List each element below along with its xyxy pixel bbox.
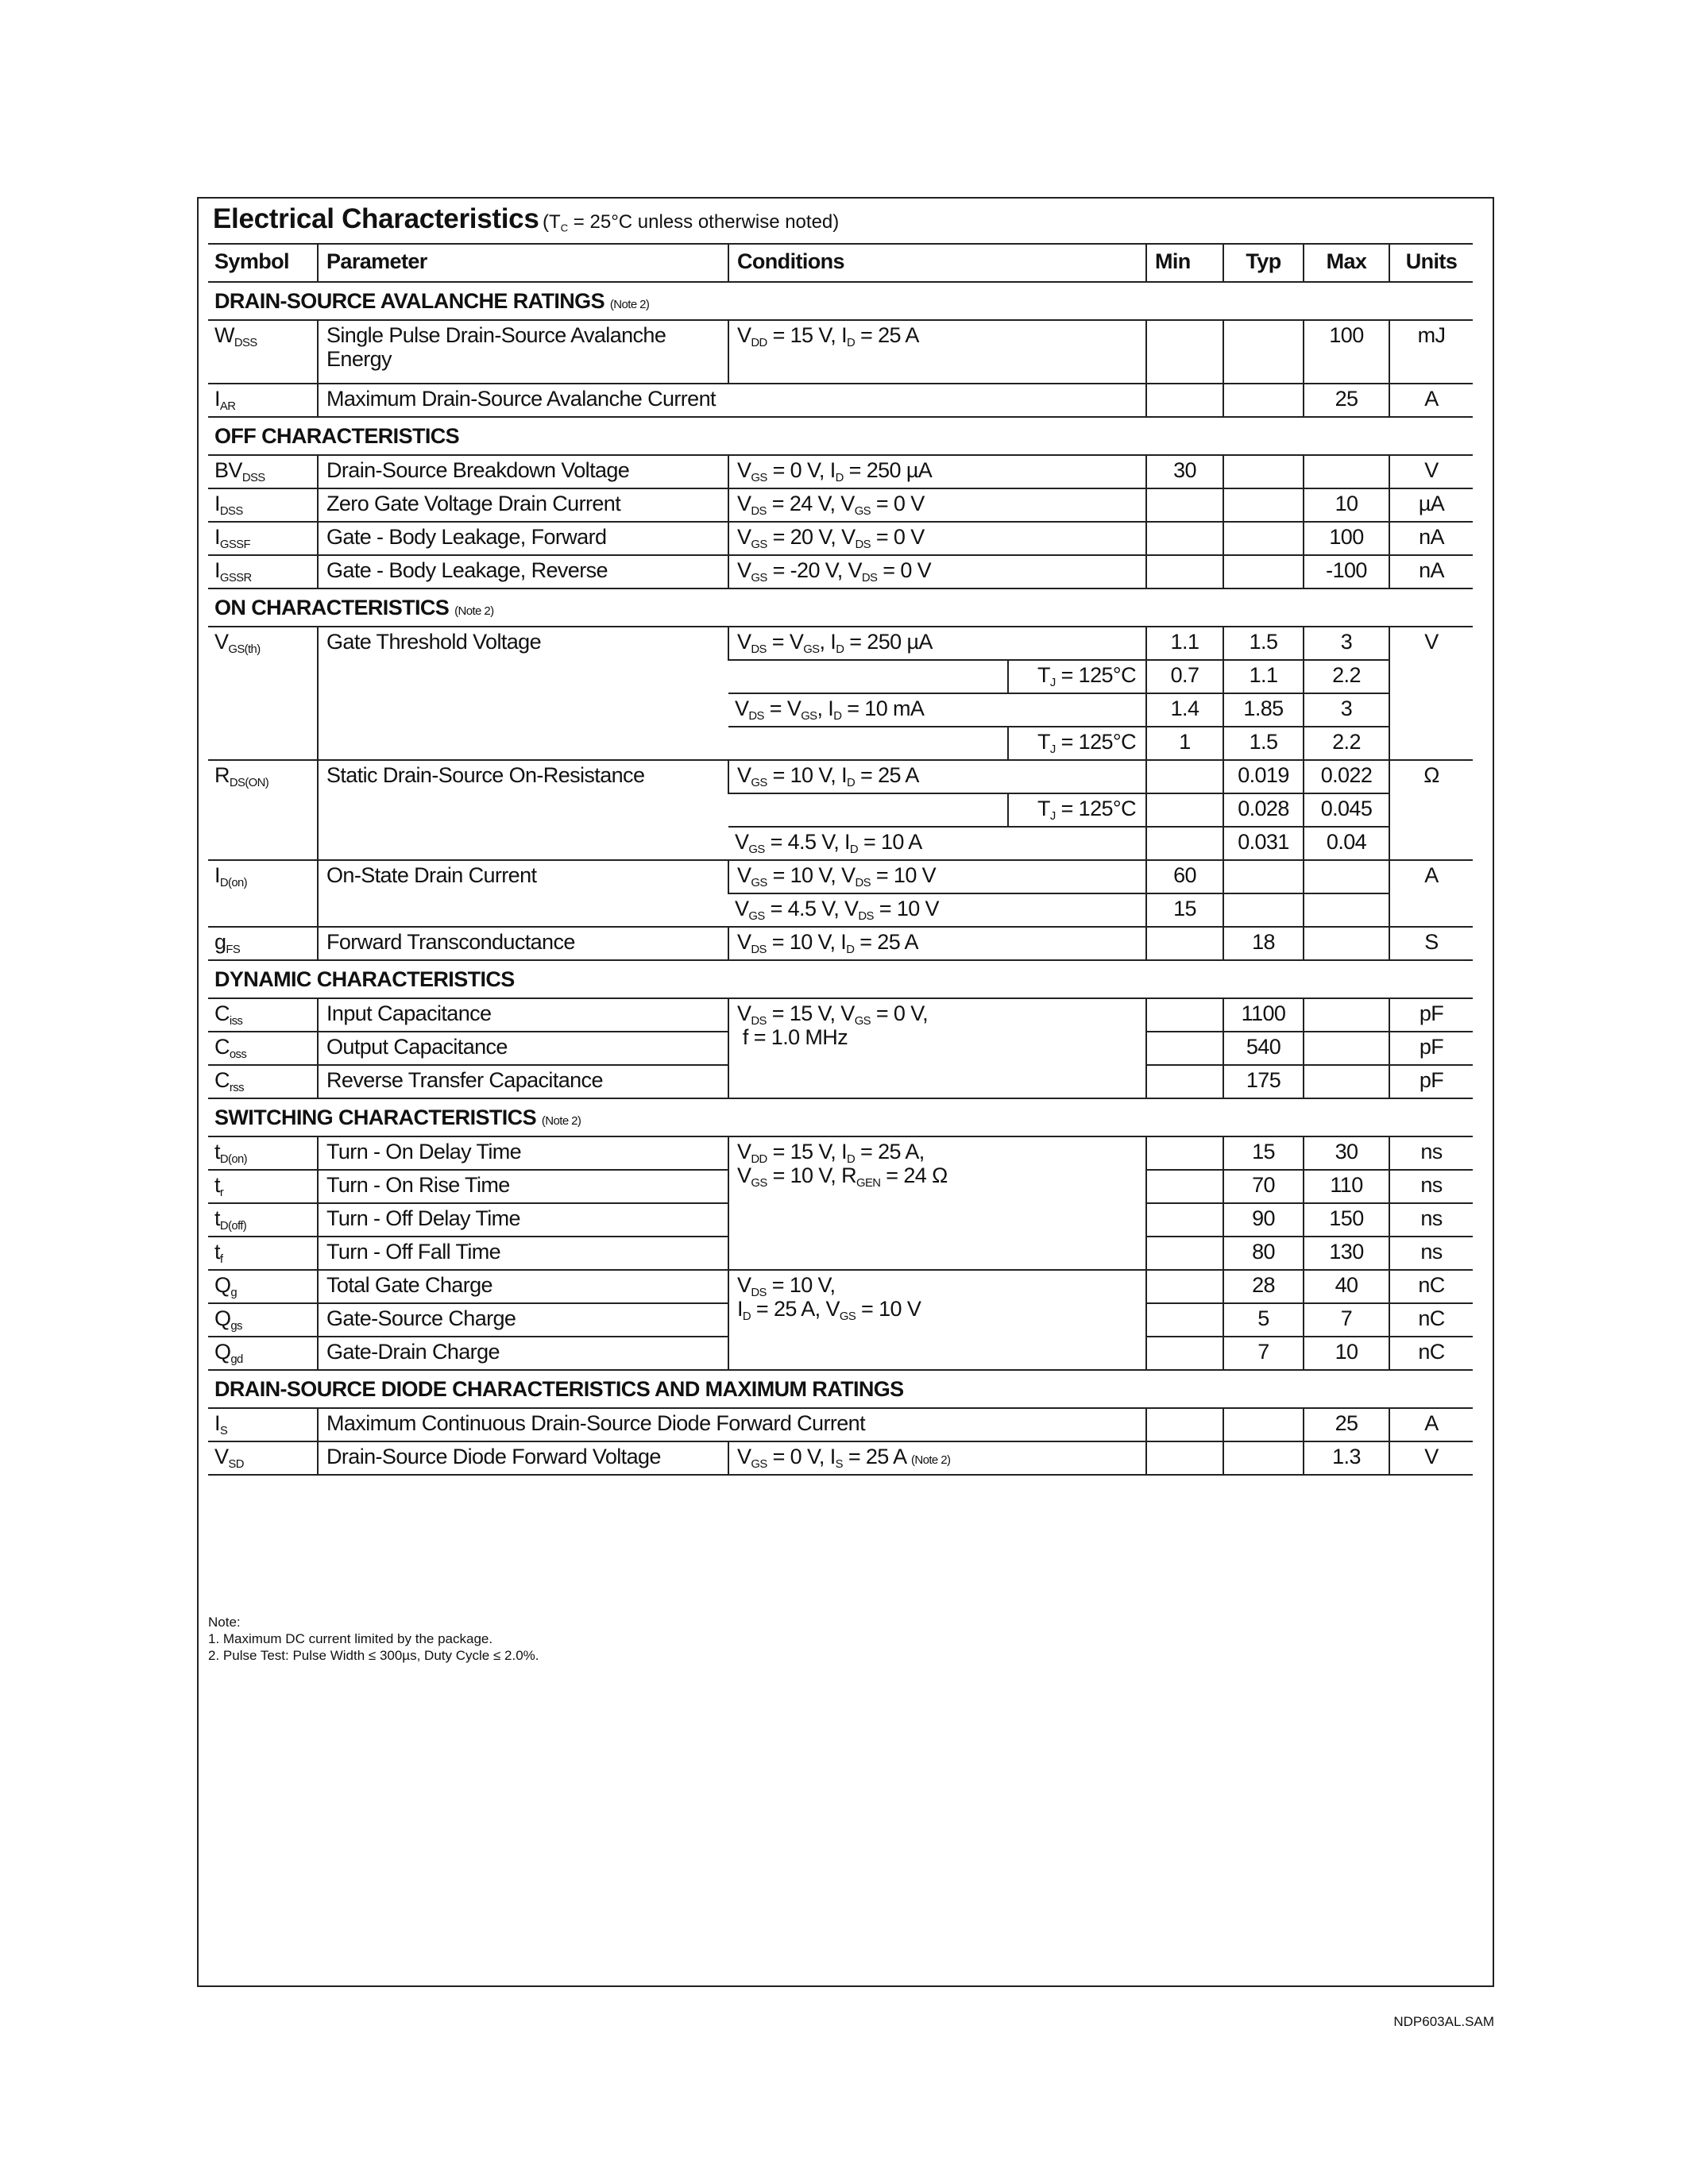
col-max: Max	[1304, 244, 1389, 282]
conditions-cell: $V_{DS} = 15$ V, $V_{GS} = 0$ V, f = 1.0 MHz	[728, 998, 1146, 1098]
conditions-cell: $V_{DS} = 10$ V, $I_D = 25$ A	[728, 927, 1146, 960]
typ-cell: 1.5	[1223, 727, 1304, 760]
parameter-cell: Gate - Body Leakage, Reverse	[318, 555, 728, 588]
symbol-cell: $W_{DSS}$	[208, 320, 318, 384]
min-cell	[1146, 1170, 1223, 1203]
symbol-cell: $t_f$	[208, 1237, 318, 1270]
table-row	[208, 488, 1473, 522]
units-cell: A	[1389, 860, 1473, 927]
conditions-cell: $V_{GS} = -20$ V, $V_{DS} = 0$ V	[728, 555, 1146, 588]
units-cell: pF	[1389, 1032, 1473, 1065]
min-cell	[1146, 555, 1223, 588]
typ-cell: 1.85	[1223, 693, 1304, 727]
symbol-cell: $I_{GSSF}$	[208, 522, 318, 555]
parameter-cell: Zero Gate Voltage Drain Current	[318, 488, 728, 522]
typ-cell: 175	[1223, 1065, 1304, 1098]
max-cell	[1304, 860, 1389, 893]
symbol-cell: $V_{GS(th)}$	[208, 627, 318, 760]
min-cell	[1146, 927, 1223, 960]
title-text: Electrical Characteristics	[213, 203, 539, 234]
max-cell: 25	[1304, 384, 1389, 417]
max-cell	[1304, 998, 1389, 1032]
units-cell: mJ	[1389, 320, 1473, 384]
conditions-cell: $V_{GS} = 4.5$ V, $I_D = 10$ A	[728, 827, 1146, 860]
section-row	[208, 417, 1473, 455]
min-cell: 60	[1146, 860, 1223, 893]
symbol-cell: $C_{rss}$	[208, 1065, 318, 1098]
min-cell	[1146, 793, 1223, 827]
tj-cell: $T_J = 125^\circ C$	[1008, 727, 1146, 760]
units-cell: V	[1389, 455, 1473, 488]
max-cell: 130	[1304, 1237, 1389, 1270]
typ-cell: 5	[1223, 1303, 1304, 1337]
max-cell: 10	[1304, 1337, 1389, 1370]
col-parameter: Parameter	[318, 244, 728, 282]
min-cell	[1146, 384, 1223, 417]
max-cell	[1304, 1032, 1389, 1065]
table-row	[208, 998, 1473, 1032]
parameter-cell: Drain-Source Diode Forward Voltage	[318, 1441, 728, 1475]
parameter-cell: Turn - Off Delay Time	[318, 1203, 728, 1237]
typ-cell: 80	[1223, 1237, 1304, 1270]
symbol-cell: $t_r$	[208, 1170, 318, 1203]
conditions-cell: $V_{DS} = V_{GS}$, $I_D = 250$ µA	[728, 627, 1146, 660]
units-cell: µA	[1389, 488, 1473, 522]
typ-cell	[1223, 893, 1304, 927]
min-cell	[1146, 1237, 1223, 1270]
min-cell	[1146, 1203, 1223, 1237]
typ-cell	[1223, 455, 1304, 488]
section-row	[208, 1098, 1473, 1136]
table-row	[208, 860, 1473, 893]
units-cell: nC	[1389, 1303, 1473, 1337]
min-cell	[1146, 1032, 1223, 1065]
max-cell: 2.2	[1304, 660, 1389, 693]
parameter-cell: Gate Threshold Voltage	[318, 627, 728, 760]
note-2: 2. Pulse Test: Pulse Width ≤ 300µs, Duty Cycle ≤ 2.0%.	[208, 1648, 539, 1663]
max-cell: 3	[1304, 627, 1389, 660]
min-cell	[1146, 1337, 1223, 1370]
typ-cell	[1223, 488, 1304, 522]
conditions-cell: $V_{GS} = 10$ V, $I_D = 25$ A	[728, 760, 1146, 793]
electrical-characteristics-table	[208, 243, 1473, 1476]
table-row	[208, 627, 1473, 660]
parameter-cell: Maximum Continuous Drain-Source Diode Forward Current	[318, 1408, 1146, 1441]
units-cell: ns	[1389, 1237, 1473, 1270]
notes	[208, 1614, 539, 1664]
parameter-cell: Drain-Source Breakdown Voltage	[318, 455, 728, 488]
typ-cell: 1100	[1223, 998, 1304, 1032]
conditions-cell: $V_{DS} = V_{GS}$, $I_D = 10$ mA	[728, 693, 1146, 727]
min-cell: 0.7	[1146, 660, 1223, 693]
col-units: Units	[1389, 244, 1473, 282]
conditions-cell: $V_{DD} = 15$ V, $I_D = 25$ A, $V_{GS} = 10$ V, $R_{GEN} = 24$ Ω	[728, 1136, 1146, 1270]
symbol-cell: $I_S$	[208, 1408, 318, 1441]
min-cell	[1146, 1408, 1223, 1441]
parameter-cell: Output Capacitance	[318, 1032, 728, 1065]
symbol-cell: $t_{D(off)}$	[208, 1203, 318, 1237]
min-cell	[1146, 522, 1223, 555]
section-title: DYNAMIC CHARACTERISTICS	[208, 960, 1473, 998]
parameter-cell: Static Drain-Source On-Resistance	[318, 760, 728, 860]
min-cell: 1.4	[1146, 693, 1223, 727]
max-cell	[1304, 893, 1389, 927]
parameter-cell: Input Capacitance	[318, 998, 728, 1032]
col-conditions: Conditions	[728, 244, 1146, 282]
parameter-cell: Total Gate Charge	[318, 1270, 728, 1303]
units-cell: S	[1389, 927, 1473, 960]
parameter-cell: Turn - On Rise Time	[318, 1170, 728, 1203]
col-symbol: Symbol	[208, 244, 318, 282]
conditions-blank	[728, 727, 1008, 760]
conditions-cell: $V_{GS} = 20$ V, $V_{DS} = 0$ V	[728, 522, 1146, 555]
typ-cell	[1223, 1441, 1304, 1475]
symbol-cell: $BV_{DSS}$	[208, 455, 318, 488]
max-cell: 0.022	[1304, 760, 1389, 793]
max-cell	[1304, 455, 1389, 488]
typ-cell	[1223, 555, 1304, 588]
typ-cell	[1223, 522, 1304, 555]
section-row	[208, 588, 1473, 627]
typ-cell: 18	[1223, 927, 1304, 960]
max-cell: 25	[1304, 1408, 1389, 1441]
symbol-cell: $Q_{gd}$	[208, 1337, 318, 1370]
symbol-cell: $I_{AR}$	[208, 384, 318, 417]
typ-cell: 0.031	[1223, 827, 1304, 860]
document-code: NDP603AL.SAM	[1393, 2014, 1494, 2029]
typ-cell: 70	[1223, 1170, 1304, 1203]
symbol-cell: $t_{D(on)}$	[208, 1136, 318, 1170]
symbol-cell: $I_{D(on)}$	[208, 860, 318, 927]
min-cell	[1146, 760, 1223, 793]
section-row	[208, 282, 1473, 320]
table-row	[208, 760, 1473, 793]
max-cell: 10	[1304, 488, 1389, 522]
units-cell: A	[1389, 384, 1473, 417]
table-row	[208, 1441, 1473, 1475]
conditions-cell: $V_{GS} = 4.5$ V, $V_{DS} = 10$ V	[728, 893, 1146, 927]
typ-cell: 0.019	[1223, 760, 1304, 793]
max-cell: 0.04	[1304, 827, 1389, 860]
section-row	[208, 1370, 1473, 1408]
conditions-cell: $V_{GS} = 0$ V, $I_S = 25$ A (Note 2)	[728, 1441, 1146, 1475]
section-title: SWITCHING CHARACTERISTICS (Note 2)	[208, 1098, 1473, 1136]
conditions-blank	[728, 660, 1008, 693]
section-title: OFF CHARACTERISTICS	[208, 417, 1473, 455]
units-cell: Ω	[1389, 760, 1473, 860]
section-title: ON CHARACTERISTICS (Note 2)	[208, 588, 1473, 627]
tj-cell: $T_J = 125^\circ C$	[1008, 660, 1146, 693]
max-cell: 30	[1304, 1136, 1389, 1170]
min-cell	[1146, 320, 1223, 384]
conditions-cell: $V_{GS} = 10$ V, $V_{DS} = 10$ V	[728, 860, 1146, 893]
max-cell: 40	[1304, 1270, 1389, 1303]
min-cell: 15	[1146, 893, 1223, 927]
max-cell: 0.045	[1304, 793, 1389, 827]
parameter-cell: Reverse Transfer Capacitance	[318, 1065, 728, 1098]
col-min: Min	[1146, 244, 1223, 282]
typ-cell: 1.1	[1223, 660, 1304, 693]
table-row	[208, 1270, 1473, 1303]
parameter-cell: Turn - On Delay Time	[318, 1136, 728, 1170]
units-cell: nA	[1389, 555, 1473, 588]
max-cell: 3	[1304, 693, 1389, 727]
units-cell: nA	[1389, 522, 1473, 555]
typ-cell	[1223, 384, 1304, 417]
units-cell: ns	[1389, 1203, 1473, 1237]
min-cell	[1146, 1303, 1223, 1337]
units-cell: ns	[1389, 1170, 1473, 1203]
notes-heading: Note:	[208, 1615, 241, 1630]
col-typ: Typ	[1223, 244, 1304, 282]
symbol-cell: $Q_{gs}$	[208, 1303, 318, 1337]
typ-cell: 7	[1223, 1337, 1304, 1370]
min-cell	[1146, 1270, 1223, 1303]
header-row	[208, 244, 1473, 282]
typ-cell: 540	[1223, 1032, 1304, 1065]
typ-cell: 15	[1223, 1136, 1304, 1170]
conditions-cell: $V_{DD} = 15$ V, $I_D = 25$ A	[728, 320, 1146, 384]
min-cell	[1146, 1136, 1223, 1170]
section-row	[208, 960, 1473, 998]
units-cell: pF	[1389, 998, 1473, 1032]
table-row	[208, 1408, 1473, 1441]
units-cell: V	[1389, 627, 1473, 760]
typ-cell	[1223, 1408, 1304, 1441]
units-cell: A	[1389, 1408, 1473, 1441]
min-cell: 1	[1146, 727, 1223, 760]
max-cell: 150	[1304, 1203, 1389, 1237]
typ-cell: 90	[1223, 1203, 1304, 1237]
min-cell	[1146, 1065, 1223, 1098]
units-cell: nC	[1389, 1270, 1473, 1303]
note-1: 1. Maximum DC current limited by the package.	[208, 1631, 493, 1646]
min-cell	[1146, 998, 1223, 1032]
units-cell: nC	[1389, 1337, 1473, 1370]
section-title: DRAIN-SOURCE AVALANCHE RATINGS (Note 2)	[208, 282, 1473, 320]
table-row	[208, 555, 1473, 588]
typ-cell	[1223, 320, 1304, 384]
max-cell: 2.2	[1304, 727, 1389, 760]
symbol-cell: $C_{iss}$	[208, 998, 318, 1032]
table-row	[208, 384, 1473, 417]
min-cell: 30	[1146, 455, 1223, 488]
parameter-cell: Gate-Source Charge	[318, 1303, 728, 1337]
typ-cell	[1223, 860, 1304, 893]
min-cell: 1.1	[1146, 627, 1223, 660]
max-cell: 110	[1304, 1170, 1389, 1203]
table-row	[208, 320, 1473, 384]
parameter-cell: Turn - Off Fall Time	[318, 1237, 728, 1270]
symbol-cell: $C_{oss}$	[208, 1032, 318, 1065]
section-title: DRAIN-SOURCE DIODE CHARACTERISTICS AND MAXIMUM RATINGS	[208, 1370, 1473, 1408]
tj-cell: $T_J = 125^\circ C$	[1008, 793, 1146, 827]
symbol-cell: $I_{DSS}$	[208, 488, 318, 522]
table-row	[208, 455, 1473, 488]
symbol-cell: $I_{GSSR}$	[208, 555, 318, 588]
units-cell: ns	[1389, 1136, 1473, 1170]
units-cell: pF	[1389, 1065, 1473, 1098]
symbol-cell: $R_{DS(ON)}$	[208, 760, 318, 860]
table-row	[208, 927, 1473, 960]
conditions-blank	[728, 793, 1008, 827]
parameter-cell: Maximum Drain-Source Avalanche Current	[318, 384, 1146, 417]
parameter-cell: Forward Transconductance	[318, 927, 728, 960]
min-cell	[1146, 827, 1223, 860]
units-cell: V	[1389, 1441, 1473, 1475]
max-cell: 100	[1304, 522, 1389, 555]
parameter-cell: Single Pulse Drain-Source Avalanche Energy	[318, 320, 728, 384]
title-conditions: ($T_C = 25^\circ C$ unless otherwise noted)	[542, 211, 840, 234]
typ-cell: 1.5	[1223, 627, 1304, 660]
symbol-cell: $Q_g$	[208, 1270, 318, 1303]
max-cell: 100	[1304, 320, 1389, 384]
table-row	[208, 1136, 1473, 1170]
conditions-cell: $V_{DS} = 10$ V, $I_D = 25$ A, $V_{GS} = 10$ V	[728, 1270, 1146, 1370]
table-title	[213, 203, 839, 235]
max-cell: -100	[1304, 555, 1389, 588]
max-cell	[1304, 927, 1389, 960]
parameter-cell: Gate - Body Leakage, Forward	[318, 522, 728, 555]
min-cell	[1146, 488, 1223, 522]
parameter-cell: Gate-Drain Charge	[318, 1337, 728, 1370]
max-cell	[1304, 1065, 1389, 1098]
conditions-cell: $V_{DS} = 24$ V, $V_{GS} = 0$ V	[728, 488, 1146, 522]
symbol-cell: $g_{FS}$	[208, 927, 318, 960]
conditions-cell: $V_{GS} = 0$ V, $I_D = 250$ µA	[728, 455, 1146, 488]
parameter-cell: On-State Drain Current	[318, 860, 728, 927]
min-cell	[1146, 1441, 1223, 1475]
table-row	[208, 522, 1473, 555]
max-cell: 1.3	[1304, 1441, 1389, 1475]
symbol-cell: $V_{SD}$	[208, 1441, 318, 1475]
max-cell: 7	[1304, 1303, 1389, 1337]
typ-cell: 28	[1223, 1270, 1304, 1303]
typ-cell: 0.028	[1223, 793, 1304, 827]
